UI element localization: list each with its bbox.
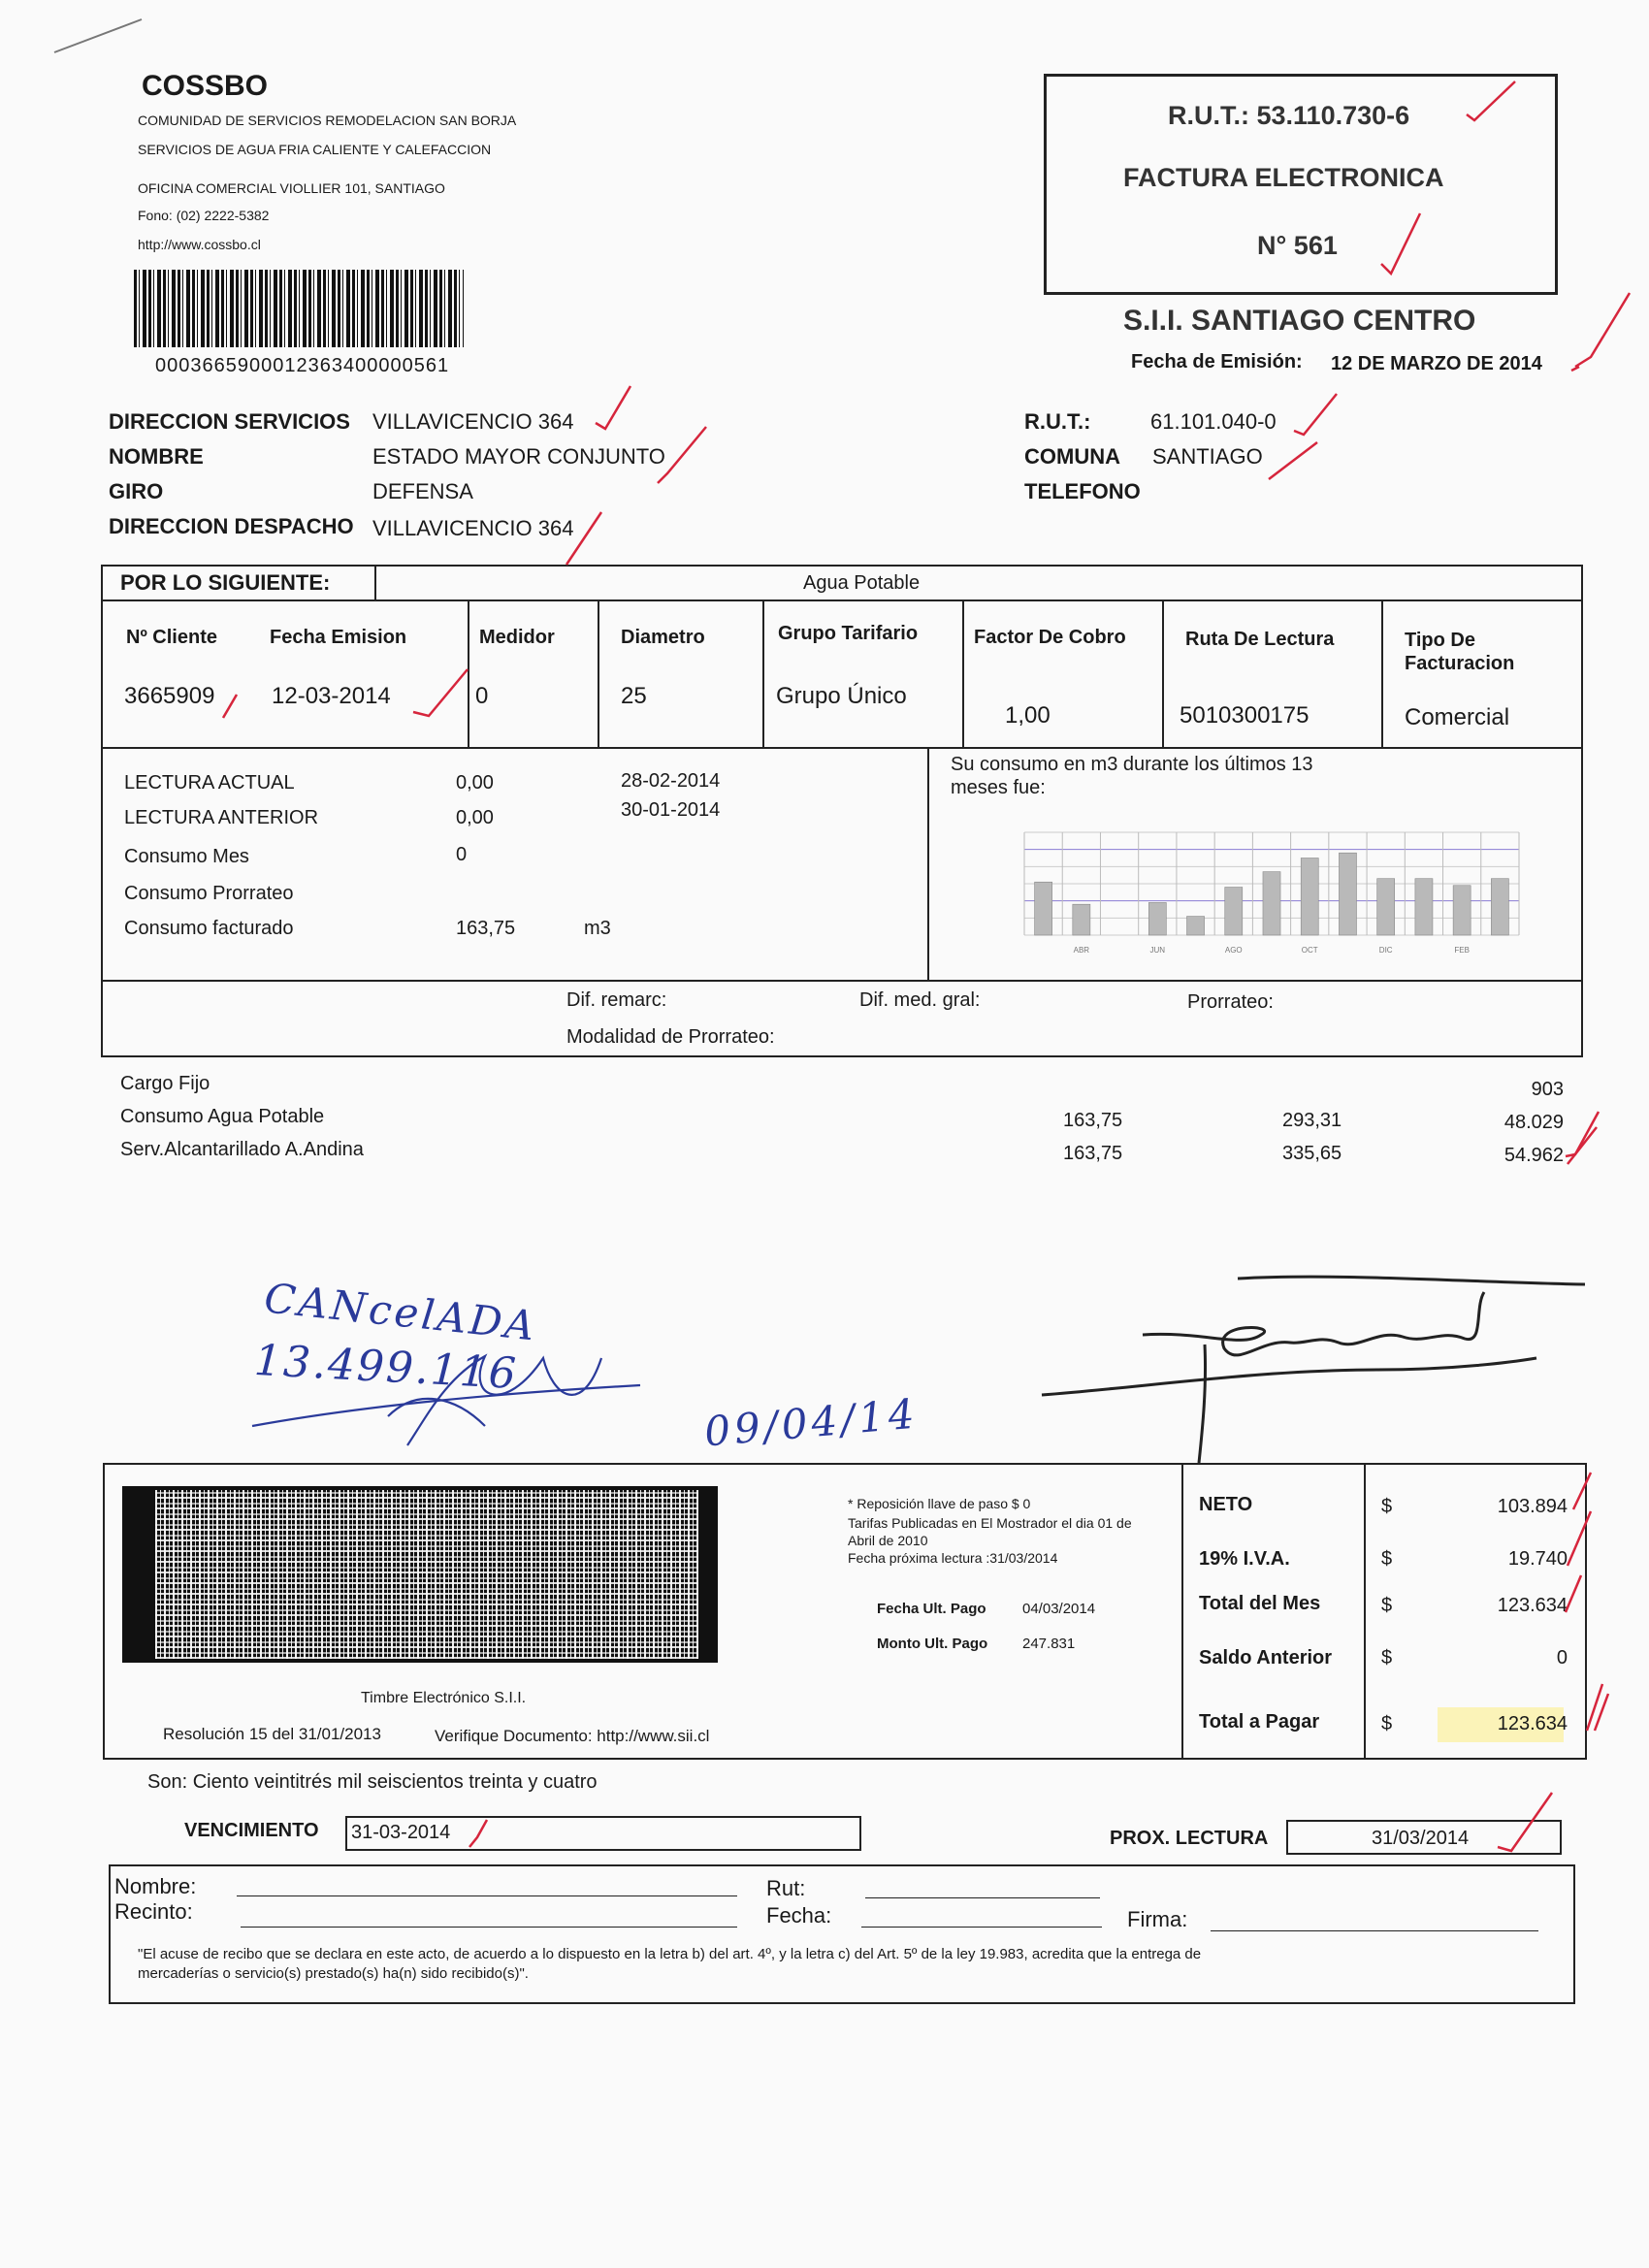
emission-label: Fecha de Emisión: xyxy=(1131,351,1303,373)
col-header-diametro: Diametro xyxy=(621,627,705,648)
total-value-neto: 103.894 xyxy=(1497,1496,1568,1517)
total-currency-saldo: $ xyxy=(1381,1647,1393,1669)
field-label-rut: R.U.T.: xyxy=(1024,409,1091,434)
timbre-resolucion: Resolución 15 del 31/01/2013 xyxy=(163,1725,381,1743)
field-value-comuna: SANTIAGO xyxy=(1152,444,1263,469)
handwritten-amount: 13.499.116 xyxy=(252,1335,520,1400)
col-header-grupo: Grupo Tarifario xyxy=(778,623,919,644)
col-header-cliente: Nº Cliente xyxy=(126,627,217,648)
consumo-prorrateo-label: Consumo Prorrateo xyxy=(124,883,294,904)
receipt-fecha-label: Fecha: xyxy=(766,1903,832,1928)
chart-bar xyxy=(1415,879,1433,935)
pdf417-barcode xyxy=(122,1486,718,1663)
handwritten-date: 09/04/14 xyxy=(702,1389,921,1456)
chart-bar xyxy=(1263,872,1280,935)
col-value-medidor: 0 xyxy=(475,683,489,709)
receipt-firma-line[interactable] xyxy=(1211,1930,1538,1931)
consumo-mes-value: 0 xyxy=(456,844,468,865)
chart-bar xyxy=(1339,853,1356,935)
consumo-facturado-label: Consumo facturado xyxy=(124,918,294,939)
total-value-pagar: 123.634 xyxy=(1497,1713,1568,1734)
field-label-comuna: COMUNA xyxy=(1024,444,1120,469)
receipt-recinto-label: Recinto: xyxy=(114,1899,193,1924)
total-currency-neto: $ xyxy=(1381,1496,1393,1517)
timbre-verifique: Verifique Documento: http://www.sii.cl xyxy=(435,1727,710,1745)
col-header-ruta: Ruta De Lectura xyxy=(1185,629,1335,650)
prox-lectura-value: 31/03/2014 xyxy=(1372,1828,1470,1849)
vencimiento-label: VENCIMIENTO xyxy=(184,1820,319,1841)
field-label-nombre: NOMBRE xyxy=(109,444,204,469)
total-label-pagar: Total a Pagar xyxy=(1199,1711,1320,1733)
dif-med-gral: Dif. med. gral: xyxy=(859,989,981,1011)
chart-x-tick-label: ABR xyxy=(1073,946,1090,955)
total-value-mes: 123.634 xyxy=(1497,1595,1568,1616)
receipt-rut-label: Rut: xyxy=(766,1876,806,1900)
dif-prorrateo: Prorrateo: xyxy=(1187,991,1274,1013)
receipt-nombre-line[interactable] xyxy=(237,1895,737,1896)
receipt-firma-label: Firma: xyxy=(1127,1907,1188,1931)
charge-price-agua: 293,31 xyxy=(1282,1110,1342,1131)
chart-bar xyxy=(1491,879,1508,935)
field-label-giro: GIRO xyxy=(109,479,164,503)
receipt-rut-line[interactable] xyxy=(865,1897,1100,1898)
chart-x-tick-label: OCT xyxy=(1301,946,1318,955)
charge-amount-agua: 48.029 xyxy=(1504,1112,1564,1133)
field-value-direccion-servicios: VILLAVICENCIO 364 xyxy=(372,409,574,434)
charge-amount-cargo-fijo: 903 xyxy=(1531,1079,1564,1100)
invoice-number: N° 561 xyxy=(1257,231,1338,260)
por-lo-siguiente-label: POR LO SIGUIENTE: xyxy=(120,570,331,595)
col-header-tipo: Tipo De Facturacion xyxy=(1405,630,1515,674)
total-currency-mes: $ xyxy=(1381,1595,1393,1616)
header-barcode xyxy=(134,270,464,347)
amount-in-words: Son: Ciento veintitrés mil seiscientos treinta y cuatro xyxy=(147,1771,598,1793)
chart-bar xyxy=(1377,879,1395,935)
col-value-factor: 1,00 xyxy=(1005,702,1051,729)
total-currency-iva: $ xyxy=(1381,1548,1393,1570)
note-tarifas-2: Abril de 2010 xyxy=(848,1533,928,1548)
note-tarifas-1: Tarifas Publicadas en El Mostrador el dia 01 de xyxy=(848,1515,1132,1531)
col-header-factor: Factor De Cobro xyxy=(974,627,1126,648)
field-label-telefono: TELEFONO xyxy=(1024,479,1141,503)
chart-x-tick-label: FEB xyxy=(1454,946,1470,955)
company-line2: SERVICIOS DE AGUA FRIA CALIENTE Y CALEFACCION xyxy=(138,142,492,157)
service-name: Agua Potable xyxy=(803,572,921,594)
company-office: OFICINA COMERCIAL VIOLLIER 101, SANTIAGO xyxy=(138,180,445,196)
chart-x-tick-label: AGO xyxy=(1224,946,1243,955)
total-currency-pagar: $ xyxy=(1381,1713,1393,1734)
ult-pago-value: 04/03/2014 xyxy=(1022,1601,1096,1617)
field-label-direccion-despacho: DIRECCION DESPACHO xyxy=(109,514,354,538)
charge-price-alcantarillado: 335,65 xyxy=(1282,1143,1342,1164)
consumo-facturado-unit: m3 xyxy=(584,918,611,939)
col-value-fecha-emision: 12-03-2014 xyxy=(272,683,391,709)
receipt-legal-1: "El acuse de recibo que se declara en este acto, de acuerdo a lo dispuesto en la letra b) del art. 4º, y la letra c) del Art. 5º de la ley 19.983, acredita que la entrega de xyxy=(138,1946,1202,1962)
field-label-direccion-servicios: DIRECCION SERVICIOS xyxy=(109,409,350,434)
charge-label-alcantarillado: Serv.Alcantarillado A.Andina xyxy=(120,1139,364,1160)
lectura-anterior-value: 0,00 xyxy=(456,807,494,828)
timbre-label: Timbre Electrónico S.I.I. xyxy=(361,1690,527,1706)
col-value-tipo: Comercial xyxy=(1405,704,1510,730)
handwritten-cancelada: CANcelADA xyxy=(262,1274,540,1350)
charge-qty-agua: 163,75 xyxy=(1063,1110,1123,1131)
charge-qty-alcantarillado: 163,75 xyxy=(1063,1143,1123,1164)
invoice-rut: R.U.T.: 53.110.730-6 xyxy=(1168,101,1410,130)
chart-title: Su consumo en m3 durante los últimos 13 meses fue: xyxy=(951,754,1313,798)
chart-bar xyxy=(1035,882,1052,935)
emission-date: 12 DE MARZO DE 2014 xyxy=(1331,353,1542,374)
lectura-anterior-label: LECTURA ANTERIOR xyxy=(124,807,319,828)
total-label-mes: Total del Mes xyxy=(1199,1593,1321,1614)
total-label-iva: 19% I.V.A. xyxy=(1199,1548,1290,1570)
field-value-rut: 61.101.040-0 xyxy=(1150,409,1277,434)
ult-pago-label: Fecha Ult. Pago xyxy=(877,1601,986,1617)
col-header-medidor: Medidor xyxy=(479,627,555,648)
modalidad-prorrateo: Modalidad de Prorrateo: xyxy=(566,1026,775,1048)
vencimiento-value: 31-03-2014 xyxy=(351,1822,451,1843)
field-value-direccion-despacho: VILLAVICENCIO 364 xyxy=(372,516,574,540)
chart-bar xyxy=(1225,888,1243,935)
col-value-cliente: 3665909 xyxy=(124,683,215,709)
col-header-fecha-emision: Fecha Emision xyxy=(270,627,407,648)
charge-amount-alcantarillado: 54.962 xyxy=(1504,1145,1564,1166)
lectura-anterior-date: 30-01-2014 xyxy=(621,799,721,821)
receipt-box xyxy=(109,1864,1575,2004)
lectura-actual-label: LECTURA ACTUAL xyxy=(124,772,295,794)
company-web: http://www.cossbo.cl xyxy=(138,237,261,252)
total-label-saldo: Saldo Anterior xyxy=(1199,1647,1333,1669)
chart-bar xyxy=(1187,917,1205,935)
receipt-recinto-line[interactable] xyxy=(241,1927,737,1928)
company-phone: Fono: (02) 2222-5382 xyxy=(138,208,270,223)
prox-lectura-label: PROX. LECTURA xyxy=(1110,1828,1269,1849)
receipt-fecha-line[interactable] xyxy=(861,1927,1102,1928)
col-value-ruta: 5010300175 xyxy=(1180,702,1310,729)
field-value-nombre: ESTADO MAYOR CONJUNTO xyxy=(372,444,665,469)
col-value-diametro: 25 xyxy=(621,683,647,709)
consumo-facturado-value: 163,75 xyxy=(456,918,516,939)
total-value-saldo: 0 xyxy=(1556,1647,1568,1669)
sii-office: S.I.I. SANTIAGO CENTRO xyxy=(1123,305,1476,337)
chart-bar xyxy=(1073,904,1090,935)
monto-ult-pago-label: Monto Ult. Pago xyxy=(877,1636,988,1652)
company-name: COSSBO xyxy=(142,70,269,102)
total-value-iva: 19.740 xyxy=(1507,1548,1568,1570)
charge-label-cargo-fijo: Cargo Fijo xyxy=(120,1073,210,1094)
lectura-actual-value: 0,00 xyxy=(456,772,494,794)
col-value-grupo: Grupo Único xyxy=(776,683,907,709)
monto-ult-pago-value: 247.831 xyxy=(1022,1636,1076,1652)
dif-remarc: Dif. remarc: xyxy=(566,989,667,1011)
lectura-actual-date: 28-02-2014 xyxy=(621,770,721,792)
chart-x-tick-label: JUN xyxy=(1149,946,1166,955)
consumption-chart xyxy=(989,825,1533,960)
company-line1: COMUNIDAD DE SERVICIOS REMODELACION SAN BORJA xyxy=(138,113,517,128)
note-reposicion: * Reposición llave de paso $ 0 xyxy=(848,1496,1031,1511)
chart-bar xyxy=(1453,886,1471,935)
chart-bar xyxy=(1301,859,1318,936)
receipt-nombre-label: Nombre: xyxy=(114,1874,197,1898)
chart-bar xyxy=(1148,902,1166,935)
invoice-title: FACTURA ELECTRONICA xyxy=(1123,163,1444,192)
field-value-giro: DEFENSA xyxy=(372,479,473,503)
total-label-neto: NETO xyxy=(1199,1494,1253,1515)
receipt-legal-2: mercaderías o servicio(s) prestado(s) ha(n) sido recibido(s)". xyxy=(138,1965,529,1982)
barcode-number: 0003665900012363400000561 xyxy=(155,355,450,376)
note-proxima: Fecha próxima lectura :31/03/2014 xyxy=(848,1550,1058,1566)
consumo-mes-label: Consumo Mes xyxy=(124,846,249,867)
chart-x-tick-label: DIC xyxy=(1378,946,1393,955)
charge-label-agua: Consumo Agua Potable xyxy=(120,1106,325,1127)
